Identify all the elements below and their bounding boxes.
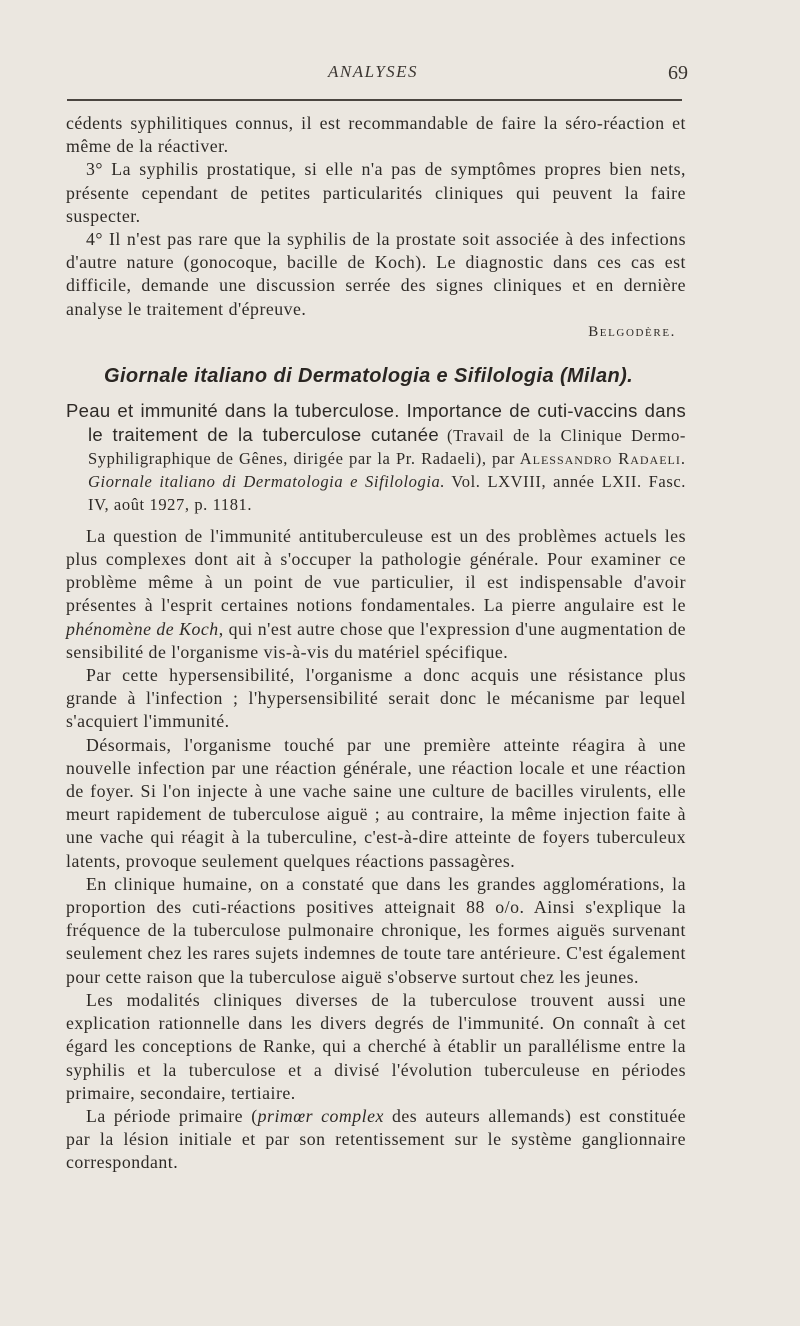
paragraph-continued: cédents syphilitiques connus, il est recommandable de faire la séro-réaction et même de la réactiver. [66,113,686,157]
paragraph-point-3: 3° La syphilis prostatique, si elle n'a pas de symptômes propres bien nets, présente cependant de petites particularités cliniques qui peuvent la faire suspecter. [66,159,686,226]
article-journal: Giornale italiano di Dermatologia e Sifilologia. [88,471,446,491]
article-author: Alessandro Radaeli. [519,448,686,468]
article-volume: Vol. LXVIII, année LXII. Fasc. IV, août 1927, p. 1181. [88,471,687,514]
running-title: ANALYSES [328,62,419,81]
koch-phenomenon: phénomène de Koch [66,618,219,639]
body-paragraph-2: Par cette hypersensibilité, l'organisme a donc acquis une résistance plus grande à l'infection ; l'hypersensibilité serait donc le mécanisme par lequel s'acquiert l'immunité. [66,665,686,732]
page-number: 69 [668,62,688,84]
paragraph-point-4: 4° Il n'est pas rare que la syphilis de la prostate soit associée à des infections d'autre nature (gonocoque, bacille de Koch). Le diagnostic dans ces cas est difficile, demande une discussion serrée des signes cliniques et en dernière analyse le traitement d'épreuve. [66,229,686,319]
primaer-complex: primœr complex [257,1105,384,1126]
running-head [0,62,800,86]
header-rule [67,99,682,101]
journal-heading: Giornale italiano di Dermatologia e Sifilologia (Milan). [104,364,634,387]
reviewer-signature: Belgodère. [588,323,676,340]
page-body [66,112,686,1175]
body-paragraph-4: En clinique humaine, on a constaté que dans les grandes agglomérations, la proportion des cuti-réactions positives atteignait 88 o/o. Ainsi s'explique la fréquence de la tuberculose pulmonaire chronique, les formes aiguës survenant seulement chez les rares sujets indemnes de toute tare antérieure. C'est également pour cette raison que la tuberculose aiguë s'observe surtout chez les jeunes. [66,873,686,987]
body-paragraph-3: Désormais, l'organisme touché par une première atteinte réagira à une nouvelle infection par une réaction générale, une réaction locale et une réaction de foyer. Si l'on injecte à une vache saine une culture de bacilles virulents, elle meurt rapidement de tuberculose aiguë ; au contraire, la même injection faite à une vache qui réagit à la tuberculine, c'est-à-dire atteinte de foyers tuberculeux latents, provoque seulement quelques réactions passagères. [66,734,686,871]
article-title: Peau et immunité dans la tuberculose. Importance de cuti-vaccins dans le traitement de la tuberculose cutanée [66,399,686,445]
article-header [66,400,686,517]
body-paragraph-5: Les modalités cliniques diverses de la tuberculose trouvent aussi une explication rationnelle dans les divers degrés de l'immunité. On connaît à cet égard les conceptions de Ranke, qui a cherché à établir un parallélisme entre la syphilis et la tuberculose et a divisé l'évolution tuberculeuse en périodes primaire, secondaire, tertiaire. [66,989,686,1103]
body-paragraph-1: La question de l'immunité antituberculeuse est un des problèmes actuels les plus complexes dont ait à s'occuper la pathologie générale. Pour examiner ce problème même à un point de vue particulier, il est indispensable d'avoir présentes à l'esprit certaines notions fondamentales. La pierre angulaire est le phénomène de Koch, qui n'est autre chose que l'expression d'une augmentation de sensibilité de l'organisme vis-à-vis du matériel spécifique. [66,525,686,662]
article-source: (Travail de la Clinique Dermo-Syphiligraphique de Gênes, dirigée par la Pr. Radaeli), par [88,425,687,468]
body-paragraph-6: La période primaire (primœr complex des auteurs allemands) est constituée par la lésion initiale et par son retentissement sur le système ganglionnaire correspondant. [66,1105,686,1173]
